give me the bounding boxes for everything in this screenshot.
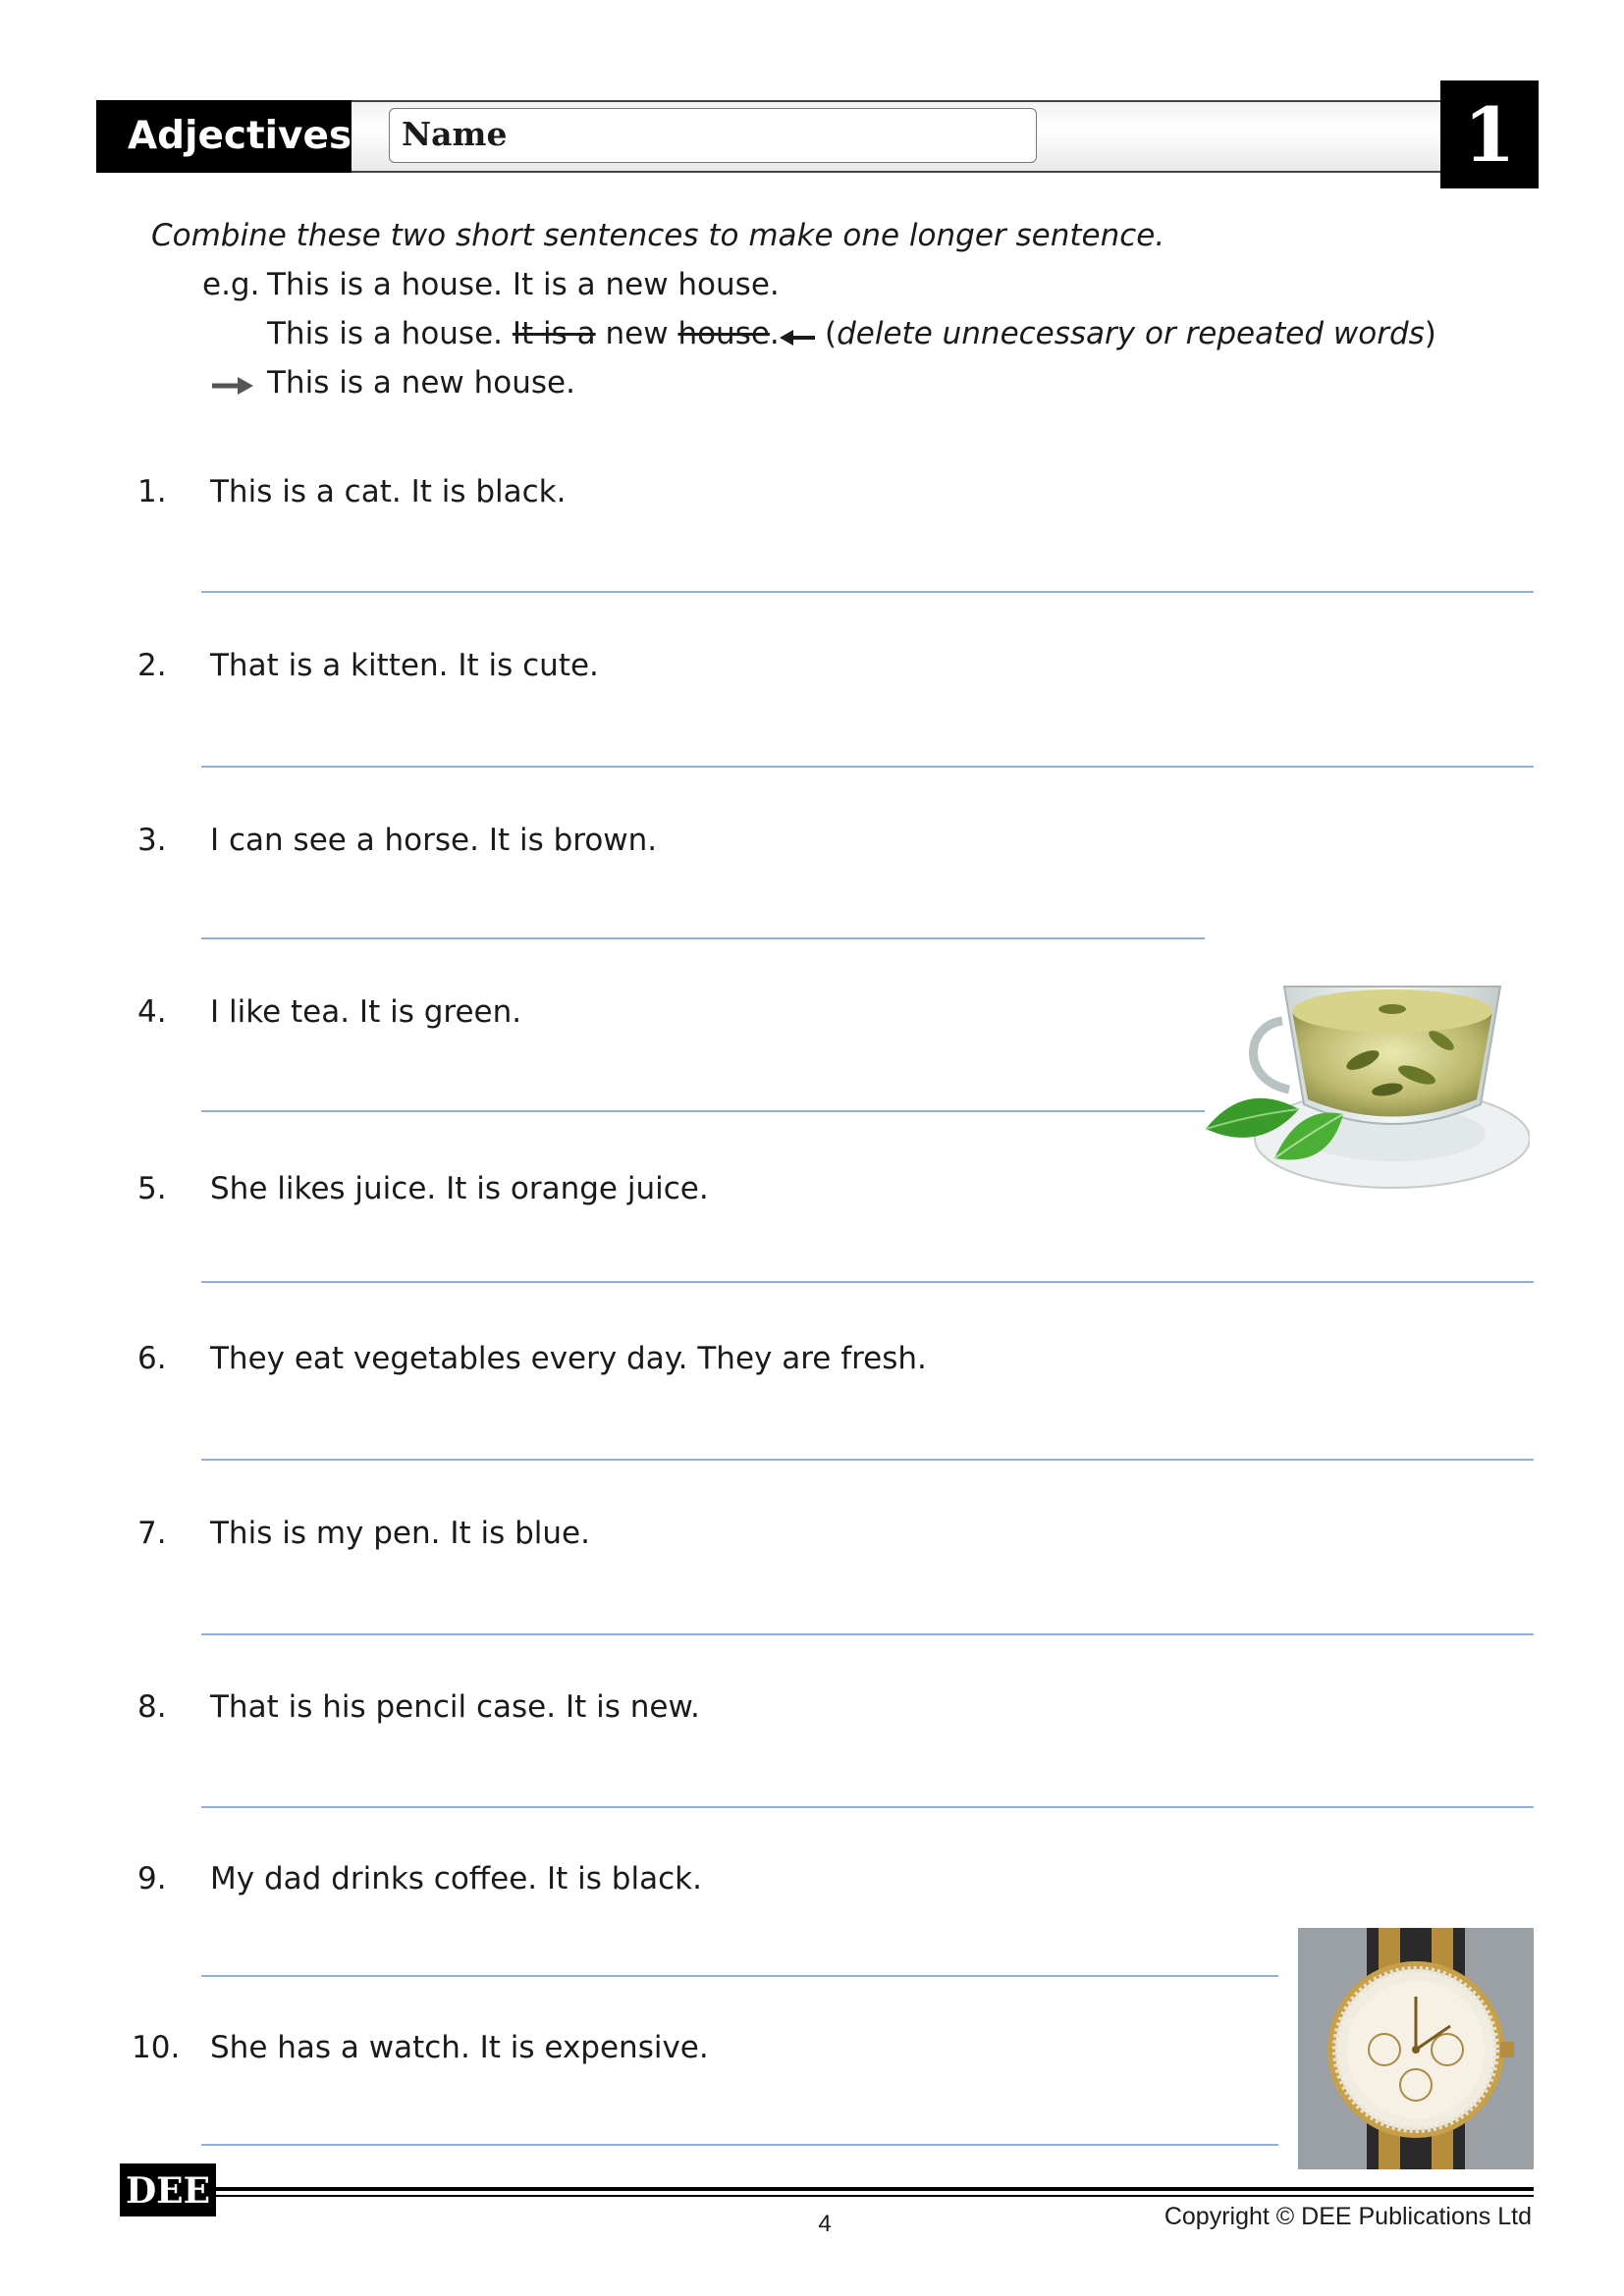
- example-result: This is a new house.: [267, 365, 575, 400]
- note-text: delete unnecessary or repeated words: [837, 316, 1425, 351]
- question-number: 1.: [137, 474, 167, 509]
- answer-line[interactable]: [201, 2144, 1278, 2146]
- answer-line[interactable]: [201, 1459, 1534, 1461]
- instructions-prompt: Combine these two short sentences to make one longer sentence.: [151, 218, 1165, 253]
- question-number: 3.: [137, 823, 167, 858]
- example-struck-word: house: [677, 316, 770, 351]
- worksheet-title: Adjectives: [96, 100, 352, 173]
- green-tea-image: [1206, 942, 1530, 1202]
- page-number: 4: [818, 2211, 832, 2237]
- answer-line[interactable]: [201, 1633, 1534, 1635]
- example-kept-mid: new: [605, 316, 669, 351]
- footer-divider-thin: [216, 2195, 1534, 2197]
- wristwatch-image: [1298, 1928, 1534, 2169]
- answer-line[interactable]: [201, 766, 1534, 768]
- question-text: This is my pen. It is blue.: [210, 1516, 590, 1551]
- question-number: 4.: [137, 994, 167, 1030]
- question-text: I can see a horse. It is brown.: [210, 823, 658, 858]
- example-label: e.g.: [202, 267, 260, 302]
- question-number: 5.: [137, 1171, 167, 1206]
- name-field[interactable]: Name: [389, 108, 1037, 163]
- copyright-notice: Copyright © DEE Publications Ltd: [1164, 2203, 1532, 2230]
- note-close-paren: ): [1424, 316, 1436, 351]
- question-number: 9.: [137, 1861, 167, 1896]
- arrow-left-icon: [778, 328, 817, 347]
- footer-divider: [216, 2187, 1534, 2191]
- answer-line[interactable]: [201, 1975, 1278, 1977]
- example-struck-words: It is a: [512, 316, 596, 351]
- dee-logo: DEE: [120, 2163, 216, 2216]
- question-text: They eat vegetables every day. They are fresh.: [210, 1341, 927, 1376]
- question-number: 6.: [137, 1341, 167, 1376]
- answer-line[interactable]: [201, 1110, 1205, 1112]
- question-text: This is a cat. It is black.: [210, 474, 567, 509]
- example-edited: [267, 316, 780, 351]
- example-note: [825, 316, 1436, 351]
- answer-line[interactable]: [201, 1281, 1534, 1283]
- question-number: 8.: [137, 1689, 167, 1725]
- note-open-paren: (: [825, 316, 838, 351]
- arrow-right-icon: [210, 375, 255, 397]
- question-text: My dad drinks coffee. It is black.: [210, 1861, 702, 1896]
- example-sentences: This is a house. It is a new house.: [267, 267, 780, 302]
- question-number: 2.: [137, 648, 167, 683]
- answer-line[interactable]: [201, 591, 1534, 593]
- question-number: 7.: [137, 1516, 167, 1551]
- worksheet-number: 1: [1440, 80, 1539, 188]
- question-text: I like tea. It is green.: [210, 994, 522, 1030]
- question-text: That is his pencil case. It is new.: [210, 1689, 700, 1725]
- answer-line[interactable]: [201, 1806, 1534, 1808]
- question-text: She likes juice. It is orange juice.: [210, 1171, 709, 1206]
- question-number: 10.: [132, 2030, 181, 2065]
- question-text: That is a kitten. It is cute.: [210, 648, 599, 683]
- answer-line[interactable]: [201, 937, 1205, 939]
- example-kept-start: This is a house.: [267, 316, 504, 351]
- example-period: .: [769, 316, 780, 351]
- question-text: She has a watch. It is expensive.: [210, 2030, 709, 2065]
